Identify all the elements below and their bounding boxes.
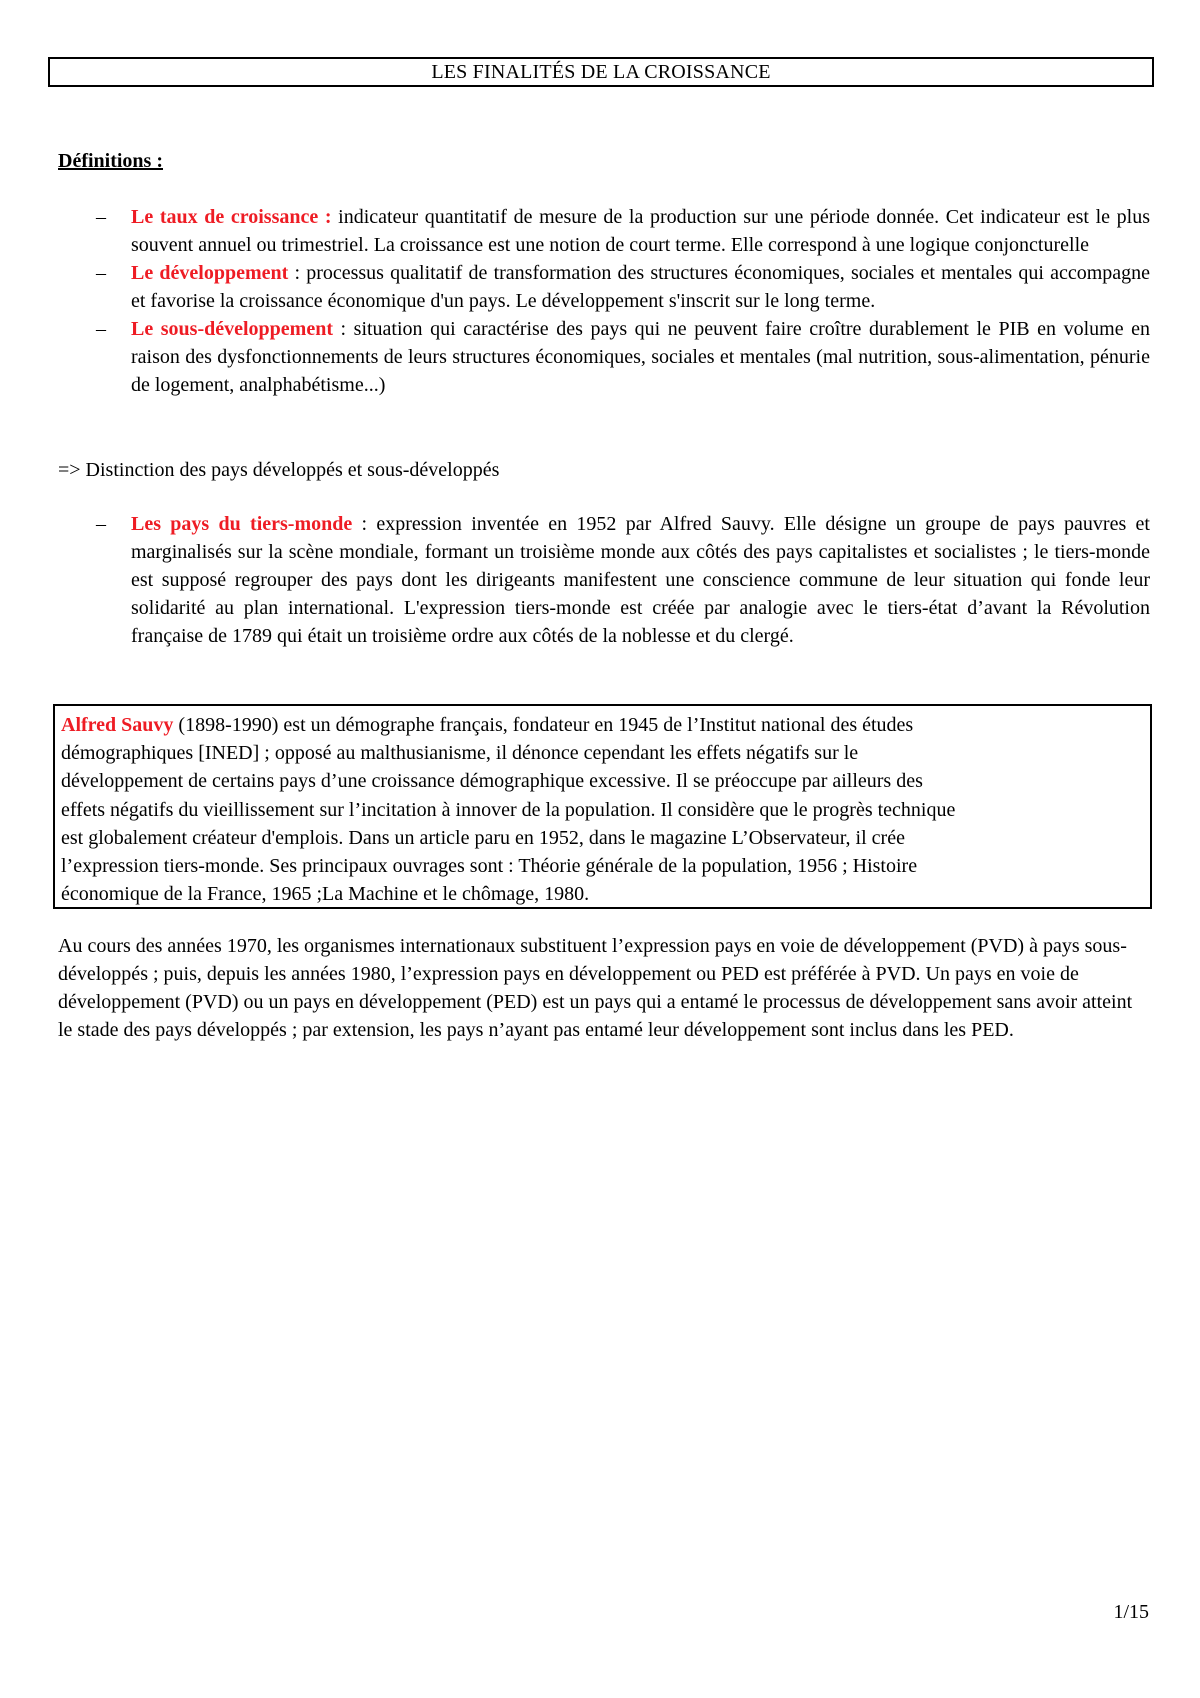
bio-name: Alfred Sauvy <box>61 714 174 736</box>
definition-text: : processus qualitatif de transformation des structures économiques, sociales et mentales qui accompagne et favorise la croissance économique d'un pays. Le développement s'inscrit sur le long terme. <box>131 262 1151 312</box>
list-dash: – <box>96 513 106 535</box>
definitions-heading: Définitions : <box>58 150 163 172</box>
definitions-list <box>58 203 1150 399</box>
bio-line: l’expression tiers-monde. Ses principaux ouvrages sont : Théorie générale de la population, 1956 ; Histoire <box>61 855 918 878</box>
distinction-line: => Distinction des pays développés et sous-développés <box>58 459 500 481</box>
definition-term: Le développement <box>131 262 289 284</box>
definition-item-underdevelopment <box>58 315 1150 399</box>
bio-line: développement de certains pays d’une croissance démographique excessive. Il se préoccupe par ailleurs des <box>61 770 923 793</box>
list-dash: – <box>96 262 106 284</box>
bio-text: (1898-1990) est un démographe français, fondateur en 1945 de l’Institut national des études <box>173 714 914 736</box>
bio-line: est globalement créateur d'emplois. Dans un article paru en 1952, dans le magazine L’Observateur, il crée <box>61 826 905 849</box>
definition-item-development <box>58 259 1150 315</box>
bio-line: économique de la France, 1965 ;La Machine et le chômage, 1980. <box>61 883 590 906</box>
closing-paragraph: Au cours des années 1970, les organismes internationaux substituent l’expression pays en voie de développement (PVD) à pays sous-développés ; puis, depuis les années 1980, l’expression pays en développement ou PED est préférée à PVD. Un pays en voie de développement (PVD) ou un pays en développement (PED) est un pays qui a entamé le processus de développement sans avoir atteint le stade des pays développés ; par extension, les pays n’ayant pas entamé leur développement sont inclus dans les PED. <box>58 935 1133 1041</box>
page-title: LES FINALITÉS DE LA CROISSANCE <box>48 57 1154 87</box>
definitions-list-2 <box>58 510 1150 650</box>
list-dash: – <box>96 206 106 228</box>
definition-text: indicateur quantitatif de mesure de la production sur une période donnée. Cet indicateur est le plus souvent annuel ou trimestriel. La croissance est une notion de court terme. Elle correspond à une logique conjoncturelle <box>131 206 1150 256</box>
bio-line: effets négatifs du vieillissement sur l’incitation à innover de la population. Il considère que le progrès technique <box>61 798 956 821</box>
definition-text: : situation qui caractérise des pays qui ne peuvent faire croître durablement le PIB en volume en raison des dysfonctionnements de leurs structures économiques, sociales et mentales (mal nutrition, sous-alimentation, pénurie de logement, analphabétisme...) <box>131 318 1150 396</box>
definition-item-third-world <box>58 510 1150 650</box>
definition-term: Le taux de croissance : <box>131 206 332 228</box>
definition-term: Le sous-développement <box>131 318 333 340</box>
definition-text: : expression inventée en 1952 par Alfred Sauvy. Elle désigne un groupe de pays pauvres et marginalisés sur la scène mondiale, formant un troisième monde aux côtés des pays capitalistes et socialistes ; le tiers-monde est supposé regrouper des pays dont les dirigeants manifestent une conscience commune de leur situation qui fonde leur solidarité au plan international. L'expression tiers-monde est créée par analogie avec le tiers-état d’avant la Révolution française de 1789 qui était un troisième ordre aux côtés de la noblesse et du clergé. <box>131 513 1150 647</box>
page-number: 1/15 <box>1113 1601 1149 1623</box>
bio-line: démographiques [INED] ; opposé au malthusianisme, il dénonce cependant les effets négatifs sur le <box>61 742 859 765</box>
alfred-sauvy-bio-box <box>53 704 1152 909</box>
definition-item-growth-rate <box>58 203 1150 259</box>
list-dash: – <box>96 318 106 340</box>
bio-line <box>61 711 1146 739</box>
definition-term: Les pays du tiers-monde <box>131 513 353 535</box>
